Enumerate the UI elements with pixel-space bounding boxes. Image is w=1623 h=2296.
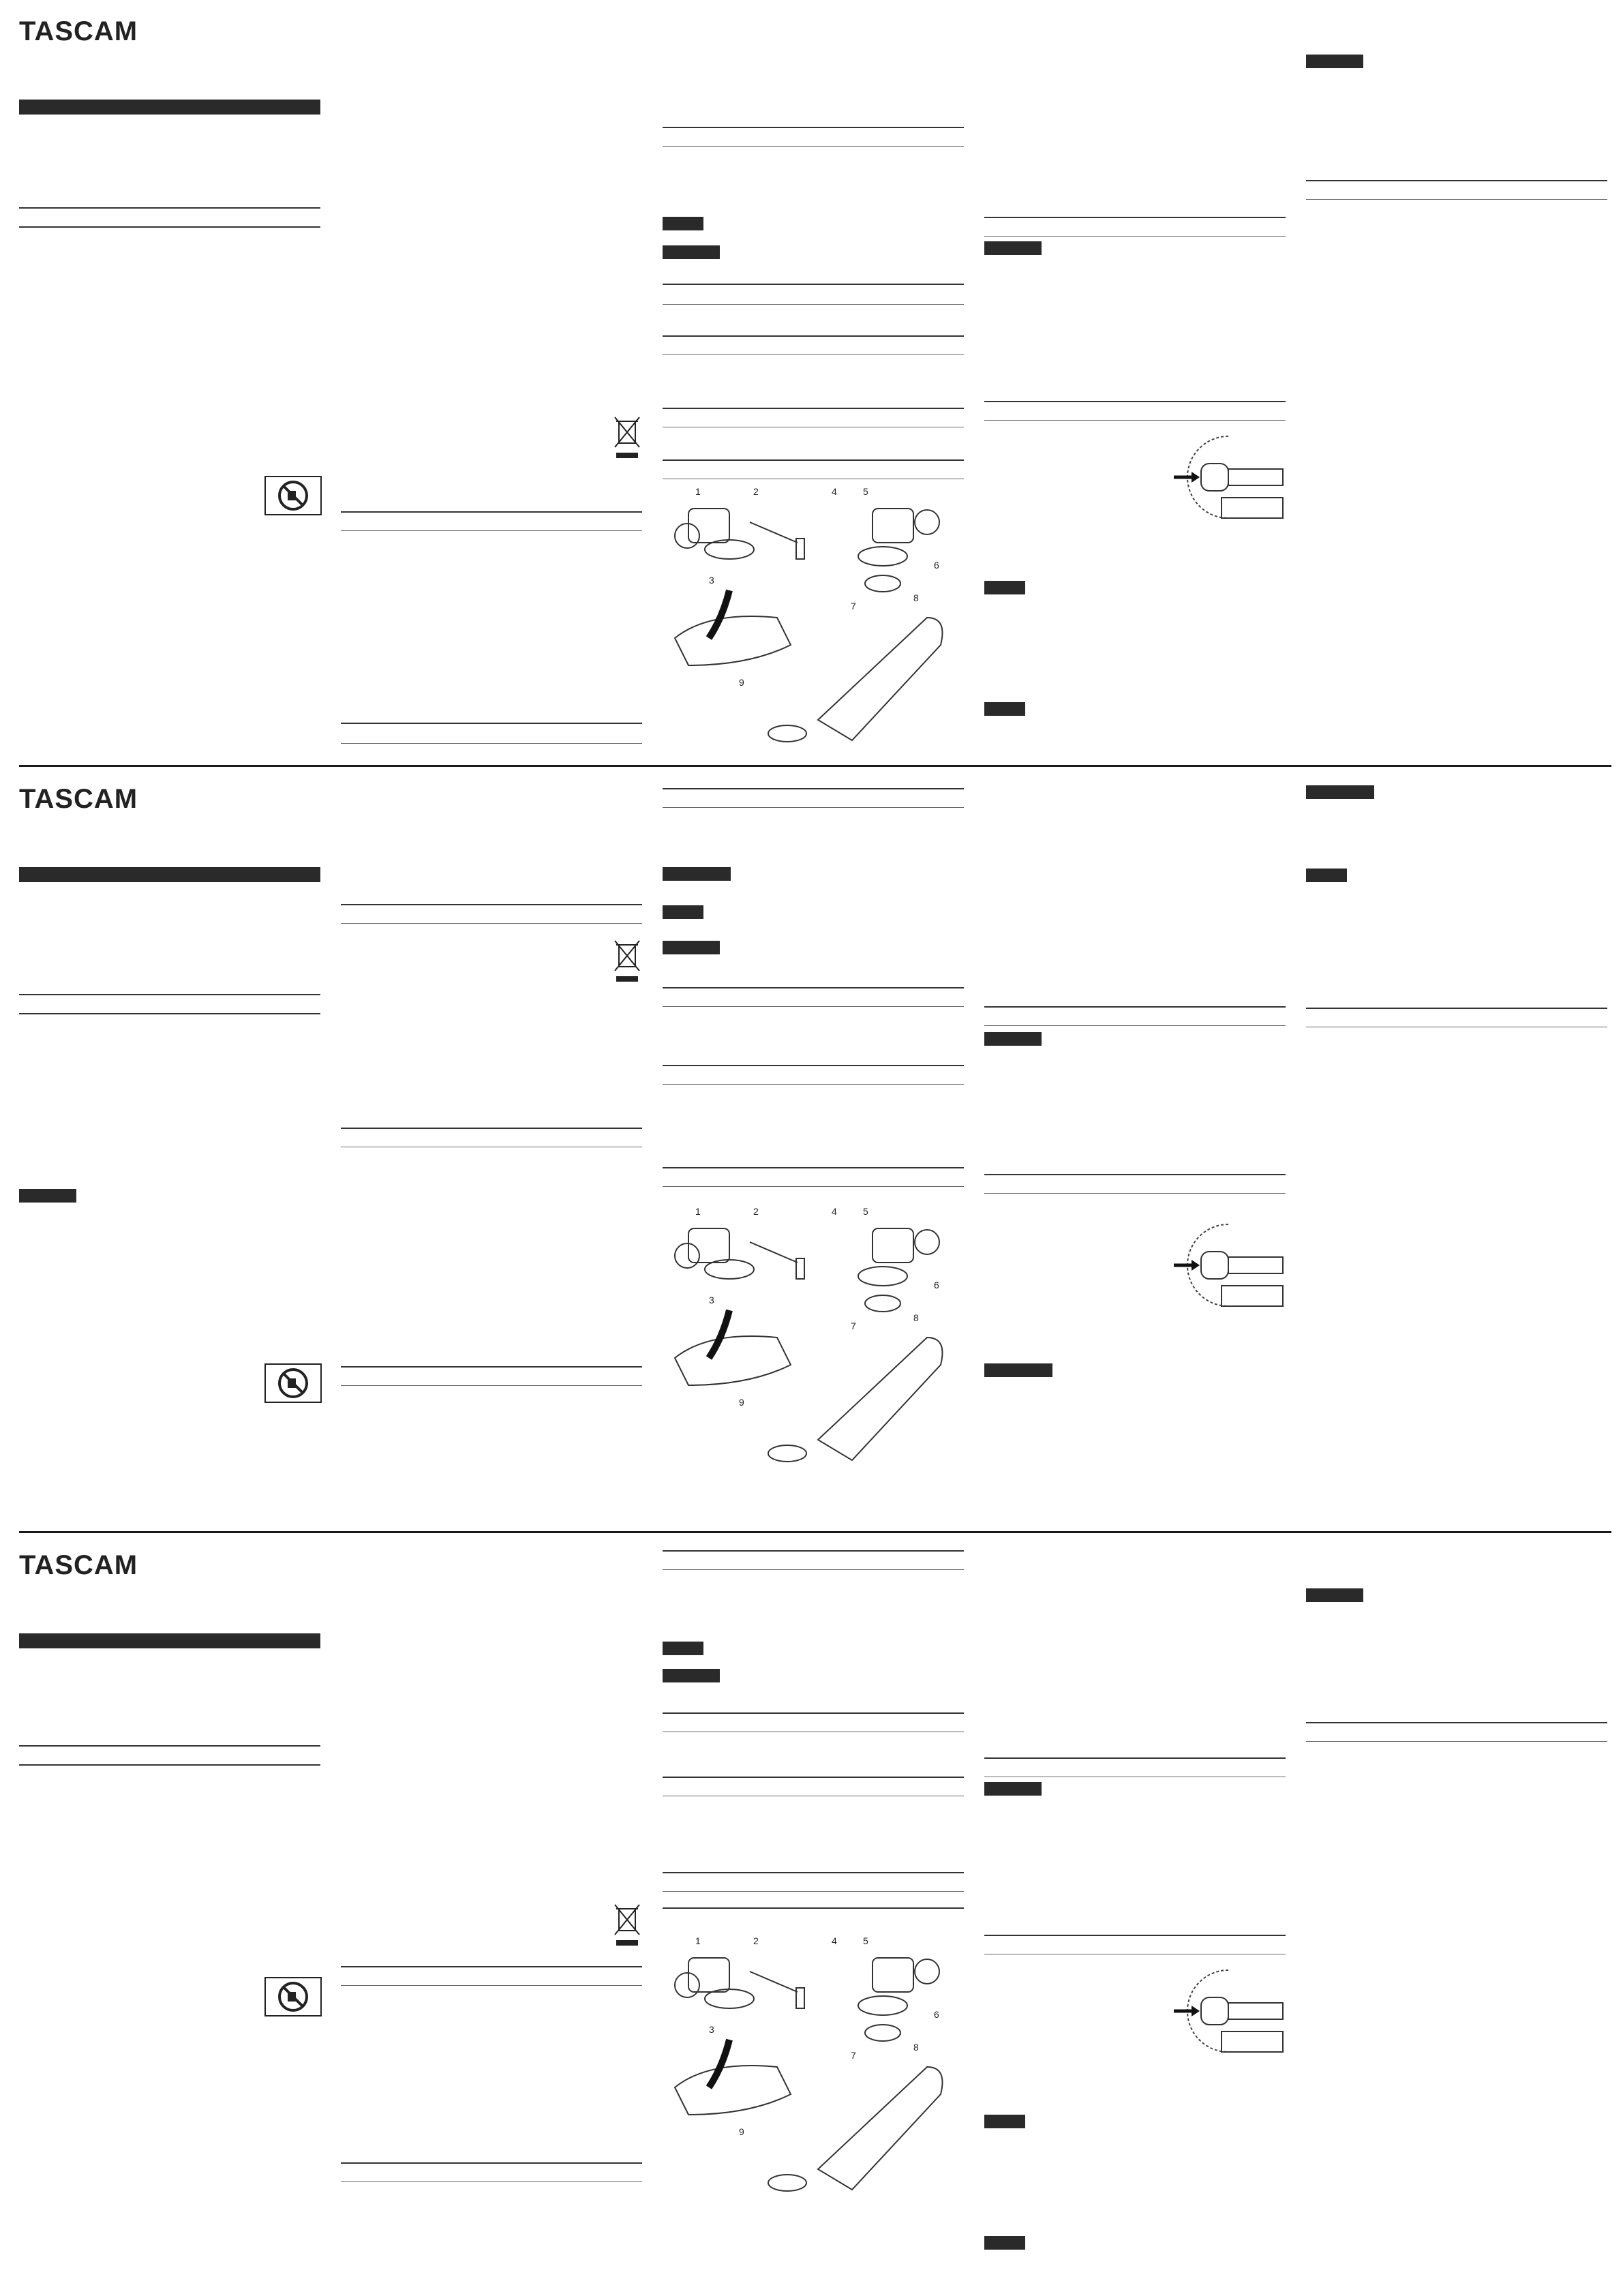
page-separator	[19, 1531, 1611, 1533]
manual-section-2	[0, 768, 1623, 1531]
section-rule	[1306, 199, 1607, 200]
section-rule	[663, 335, 964, 337]
tipping-hazard-icon	[264, 476, 322, 515]
section-rule	[341, 743, 642, 744]
tipping-hazard-icon	[264, 1977, 322, 2016]
weee-crossed-bin-icon	[612, 414, 642, 459]
brand-logo: TASCAM	[19, 1550, 138, 1580]
subheading-chip	[663, 941, 720, 954]
section-rule	[663, 1777, 964, 1778]
subheading-chip	[663, 905, 703, 919]
diagram-label: 2	[753, 1206, 759, 1217]
section-rule	[341, 1366, 642, 1368]
subheading-chip	[984, 1363, 1052, 1377]
section-rule	[663, 1891, 964, 1892]
diagram-label: 2	[753, 486, 759, 497]
tipping-hazard-icon	[264, 1363, 322, 1403]
section-rule	[984, 401, 1286, 402]
section-rule	[663, 304, 964, 305]
subheading-chip	[663, 867, 731, 881]
subheading-chip	[984, 1782, 1042, 1796]
section-rule	[341, 1966, 642, 1967]
subheading-chip	[1306, 868, 1347, 882]
section-rule	[1306, 1722, 1607, 1723]
section-rule	[663, 146, 964, 147]
rotation-diagram	[1174, 1963, 1296, 2066]
subheading-chip	[663, 245, 720, 259]
subheading-chip	[663, 217, 703, 230]
subheading-chip	[984, 581, 1025, 594]
microphone-diagram	[668, 481, 968, 768]
subheading-chip	[984, 2115, 1025, 2128]
subheading-chip	[663, 1642, 703, 1655]
diagram-label: 3	[709, 2024, 714, 2035]
section-rule	[1306, 1008, 1607, 1009]
diagram-label: 6	[934, 1280, 939, 1290]
subheading-chip	[984, 702, 1025, 716]
section-rule	[341, 2162, 642, 2164]
diagram-label: 1	[695, 1206, 701, 1217]
section-rule	[341, 1385, 642, 1386]
subheading-chip	[1306, 1588, 1363, 1602]
section-rule	[984, 1006, 1286, 1008]
diagram-label: 7	[851, 1320, 856, 1331]
diagram-label: 6	[934, 2009, 939, 2020]
brand-logo: TASCAM	[19, 784, 138, 814]
subheading-chip	[19, 1189, 76, 1203]
diagram-label: 9	[739, 1397, 744, 1408]
section-rule	[663, 807, 964, 808]
section-rule	[663, 1065, 964, 1066]
diagram-label: 8	[913, 2042, 919, 2053]
section-rule	[663, 459, 964, 461]
diagram-label: 3	[709, 1295, 714, 1305]
section-rule	[663, 788, 964, 789]
section-rule	[341, 904, 642, 905]
subheading-chip	[1306, 785, 1374, 799]
section-rule	[663, 1712, 964, 1714]
section-rule	[663, 408, 964, 409]
title-bar	[19, 100, 320, 115]
subheading-chip	[984, 2236, 1025, 2250]
section-rule	[19, 1764, 320, 1766]
section-rule	[19, 1745, 320, 1747]
microphone-diagram	[668, 1201, 968, 1487]
diagram-label: 9	[739, 2126, 744, 2137]
diagram-label: 2	[753, 1935, 759, 1946]
section-rule	[341, 2181, 642, 2182]
section-rule	[663, 1006, 964, 1007]
section-rule	[19, 994, 320, 995]
section-rule	[341, 511, 642, 513]
title-bar	[19, 867, 320, 882]
subheading-chip	[984, 1032, 1042, 1046]
diagram-label: 1	[695, 486, 701, 497]
section-rule	[663, 1186, 964, 1187]
section-rule	[984, 217, 1286, 218]
weee-crossed-bin-icon	[612, 1902, 642, 1947]
section-rule	[663, 987, 964, 988]
brand-logo: TASCAM	[19, 16, 138, 46]
section-rule	[341, 530, 642, 531]
subheading-chip	[663, 1669, 720, 1682]
diagram-label: 5	[863, 1935, 868, 1946]
diagram-label: 7	[851, 2050, 856, 2061]
section-rule	[984, 1935, 1286, 1936]
section-rule	[19, 226, 320, 228]
weee-crossed-bin-icon	[612, 938, 642, 983]
section-rule	[984, 236, 1286, 237]
manual-section-1	[0, 0, 1623, 764]
rotation-diagram	[1174, 429, 1296, 532]
microphone-diagram	[668, 1931, 968, 2217]
section-rule	[984, 1174, 1286, 1175]
section-rule	[984, 1757, 1286, 1759]
section-rule	[663, 354, 964, 355]
section-rule	[341, 723, 642, 724]
diagram-label: 9	[739, 677, 744, 688]
diagram-label: 4	[832, 1206, 837, 1217]
section-rule	[1306, 180, 1607, 181]
section-rule	[984, 1193, 1286, 1194]
subheading-chip	[1306, 55, 1363, 68]
diagram-label: 1	[695, 1935, 701, 1946]
section-rule	[663, 1872, 964, 1873]
diagram-label: 4	[832, 486, 837, 497]
rotation-diagram	[1174, 1218, 1296, 1320]
diagram-label: 8	[913, 1312, 919, 1323]
section-rule	[663, 284, 964, 285]
section-rule	[663, 1907, 964, 1909]
diagram-label: 3	[709, 575, 714, 586]
section-rule	[341, 1128, 642, 1129]
section-rule	[663, 1569, 964, 1570]
diagram-label: 5	[863, 486, 868, 497]
section-rule	[984, 1025, 1286, 1026]
diagram-label: 7	[851, 601, 856, 611]
section-rule	[341, 1985, 642, 1986]
page-separator	[19, 765, 1611, 767]
diagram-label: 6	[934, 560, 939, 571]
title-bar	[19, 1633, 320, 1648]
diagram-label: 8	[913, 592, 919, 603]
section-rule	[663, 1084, 964, 1085]
section-rule	[19, 1013, 320, 1014]
section-rule	[663, 1167, 964, 1168]
diagram-label: 5	[863, 1206, 868, 1217]
section-rule	[341, 923, 642, 924]
section-rule	[19, 207, 320, 209]
section-rule	[1306, 1741, 1607, 1742]
manual-section-3	[0, 1534, 1623, 2296]
section-rule	[663, 127, 964, 128]
section-rule	[663, 1550, 964, 1552]
section-rule	[984, 420, 1286, 421]
diagram-label: 4	[832, 1935, 837, 1946]
subheading-chip	[984, 241, 1042, 255]
